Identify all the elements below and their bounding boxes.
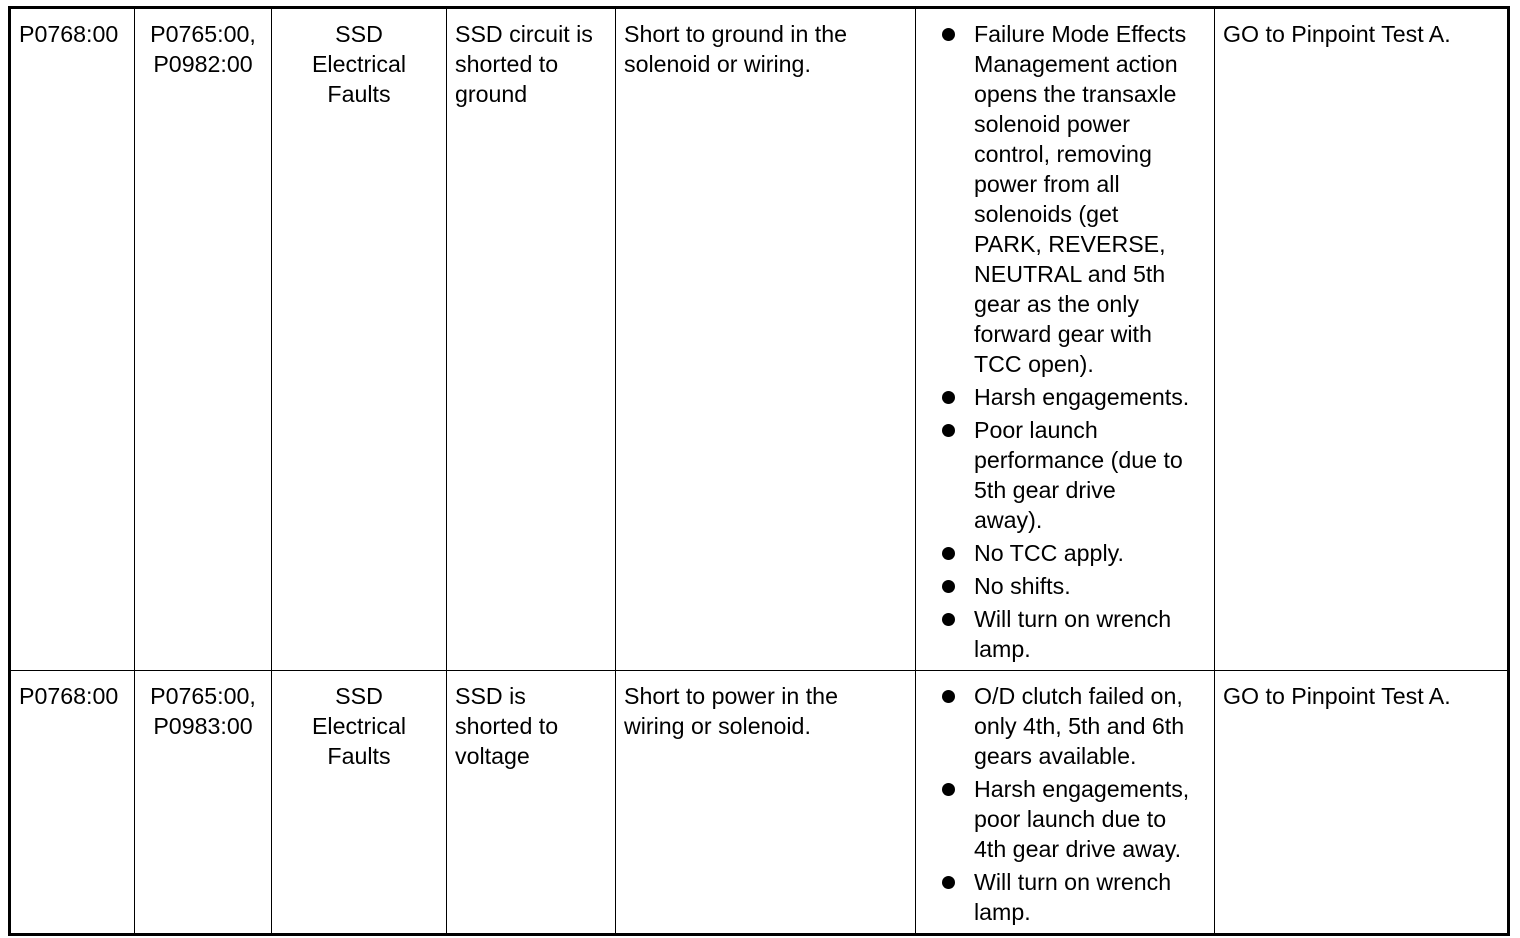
dtc-cell <box>10 8 135 671</box>
related-dtc-line: P0983:00 <box>153 713 253 739</box>
symptom-line: only 4th, 5th and 6th <box>974 713 1185 739</box>
category-line: Electrical <box>311 51 407 77</box>
possible-cause-cell <box>616 671 916 935</box>
condition-cell <box>447 671 616 935</box>
category-line: Faults <box>327 81 391 107</box>
symptom-line: 4th gear drive away. <box>974 836 1182 862</box>
symptom-line: Harsh engagements, <box>974 776 1190 802</box>
symptom-line: 5th gear drive <box>974 477 1116 503</box>
condition-cell <box>447 8 616 671</box>
table-row <box>10 671 1509 935</box>
symptom-line: Failure Mode Effects <box>974 21 1187 47</box>
table-row <box>10 8 1509 671</box>
symptom-line: solenoid power <box>974 111 1130 137</box>
symptoms-cell <box>916 671 1215 935</box>
category-line: SSD <box>335 21 383 47</box>
symptom-item <box>924 571 1206 601</box>
symptom-line: No TCC apply. <box>974 540 1124 566</box>
symptom-line: NEUTRAL and 5th <box>974 261 1166 287</box>
action-cell <box>1215 671 1509 935</box>
dtc-code: P0768:00 <box>19 21 119 47</box>
symptom-item <box>924 867 1206 927</box>
condition-line: SSD circuit is <box>455 21 593 47</box>
bullet-icon <box>942 580 955 593</box>
symptom-item <box>924 19 1206 379</box>
symptom-line: Poor launch <box>974 417 1098 443</box>
dtc-cell <box>10 671 135 935</box>
bullet-icon <box>942 28 955 41</box>
bullet-icon <box>942 613 955 626</box>
related-dtc-cell <box>135 8 272 671</box>
possible-cause-line: Short to power in the <box>624 683 838 709</box>
dtc-code: P0768:00 <box>19 683 119 709</box>
action-text: GO to Pinpoint Test A. <box>1223 683 1451 709</box>
bullet-icon <box>942 783 955 796</box>
condition-line: shorted to <box>455 51 559 77</box>
bullet-icon <box>942 547 955 560</box>
symptom-item <box>924 681 1206 771</box>
symptom-line: forward gear with <box>974 321 1152 347</box>
action-text: GO to Pinpoint Test A. <box>1223 21 1451 47</box>
symptom-line: No shifts. <box>974 573 1071 599</box>
condition-line: SSD is <box>455 683 526 709</box>
symptom-line: away). <box>974 507 1043 533</box>
symptom-line: opens the transaxle <box>974 81 1177 107</box>
symptoms-cell <box>916 8 1215 671</box>
symptom-line: PARK, REVERSE, <box>974 231 1166 257</box>
possible-cause-line: Short to ground in the <box>624 21 848 47</box>
category-line: Electrical <box>311 713 407 739</box>
possible-cause-cell <box>616 8 916 671</box>
symptom-line: O/D clutch failed on, <box>974 683 1183 709</box>
category-line: SSD <box>335 683 383 709</box>
symptom-line: gear as the only <box>974 291 1139 317</box>
action-cell <box>1215 8 1509 671</box>
condition-line: voltage <box>455 743 530 769</box>
symptom-line: Harsh engagements. <box>974 384 1190 410</box>
symptom-line: poor launch due to <box>974 806 1167 832</box>
symptom-line: gears available. <box>974 743 1137 769</box>
symptom-item <box>924 774 1206 864</box>
related-dtc-cell <box>135 671 272 935</box>
symptom-list <box>924 19 1206 664</box>
symptom-line: power from all <box>974 171 1120 197</box>
symptom-line: Will turn on wrench <box>974 606 1172 632</box>
dtc-table <box>8 6 1510 936</box>
symptom-item <box>924 604 1206 664</box>
symptom-line: lamp. <box>974 636 1031 662</box>
related-dtc-line: P0982:00 <box>153 51 253 77</box>
category-cell <box>272 8 447 671</box>
symptom-line: Will turn on wrench <box>974 869 1172 895</box>
possible-cause-line: wiring or solenoid. <box>624 713 811 739</box>
related-dtc-line: P0765:00, <box>150 21 256 47</box>
bullet-icon <box>942 391 955 404</box>
condition-line: shorted to <box>455 713 559 739</box>
symptom-line: lamp. <box>974 899 1031 925</box>
symptom-line: Management action <box>974 51 1178 77</box>
symptom-list <box>924 681 1206 927</box>
possible-cause-line: solenoid or wiring. <box>624 51 811 77</box>
condition-line: ground <box>455 81 528 107</box>
related-dtc-line: P0765:00, <box>150 683 256 709</box>
symptom-line: performance (due to <box>974 447 1183 473</box>
bullet-icon <box>942 876 955 889</box>
category-line: Faults <box>327 743 391 769</box>
bullet-icon <box>942 690 955 703</box>
symptom-line: control, removing <box>974 141 1152 167</box>
symptom-line: TCC open). <box>974 351 1094 377</box>
symptom-item <box>924 415 1206 535</box>
symptom-item <box>924 538 1206 568</box>
category-cell <box>272 671 447 935</box>
symptom-line: solenoids (get <box>974 201 1119 227</box>
bullet-icon <box>942 424 955 437</box>
symptom-item <box>924 382 1206 412</box>
